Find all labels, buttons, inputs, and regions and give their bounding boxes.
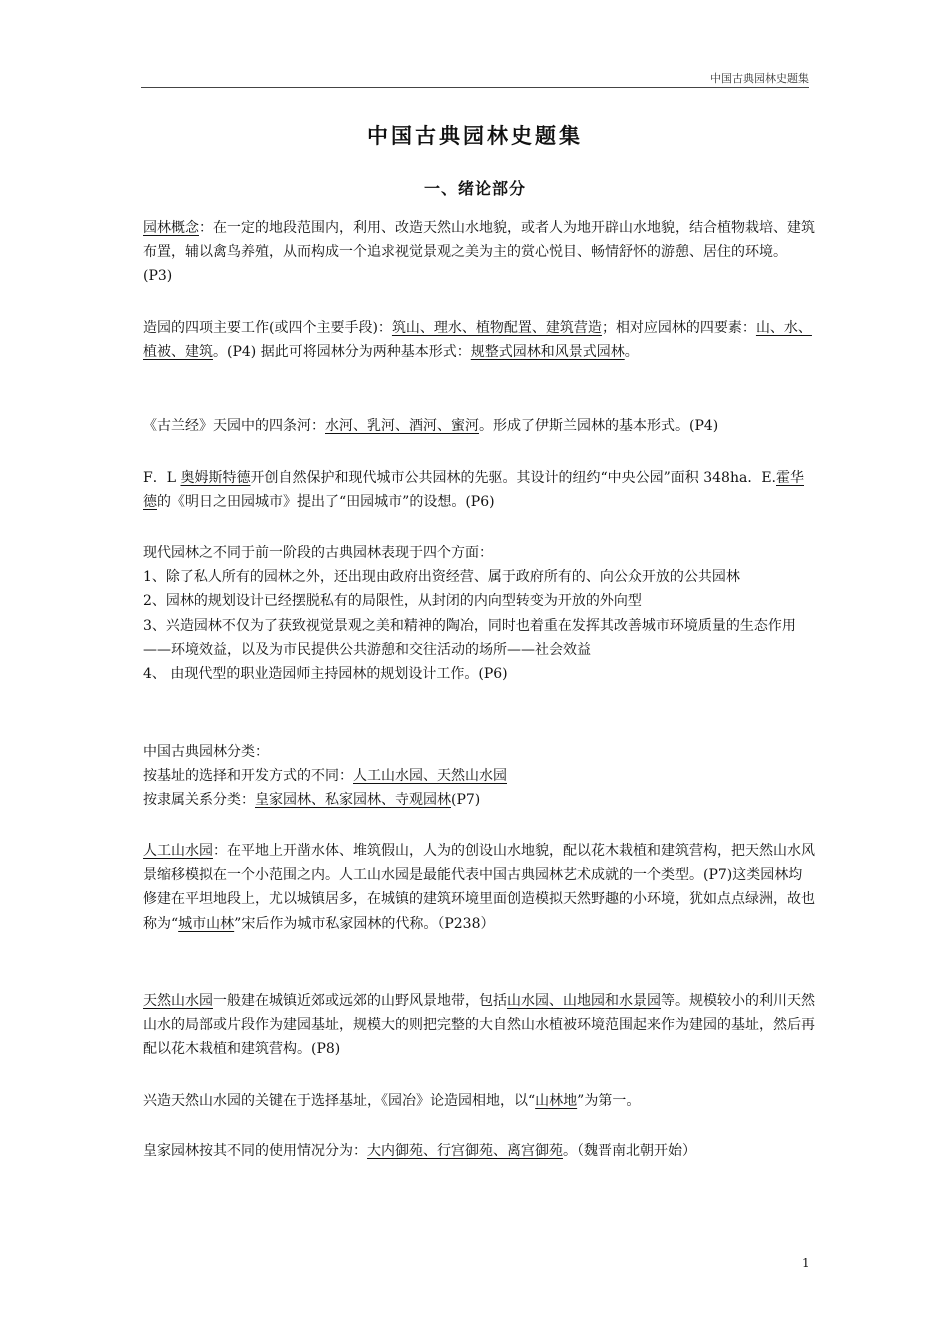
paragraph-site-selection (143, 1089, 815, 1113)
page-number: 1 (802, 1256, 810, 1270)
section-title: 一、绪论部分 (423, 179, 526, 198)
paragraph-text: 按隶属关系分类： (143, 792, 255, 809)
paragraph-intro: 中国古典园林分类： (143, 744, 269, 760)
paragraph-text: 兴造天然山水园的关键在于选择基址，《园冶》论造园相地，以“ (143, 1093, 536, 1109)
document-title: 中国古典园林史题集 (367, 123, 583, 148)
paragraph-text: ；相对应园林的四要素： (601, 320, 756, 336)
underlined-term: 水河、乳河、酒河、蜜河 (325, 418, 479, 434)
paragraph-text: 等。规模较小的利川天然山水的局部或片段作为建园基址，规模大的则把完整的大自然山水植被环境范围起来作为建园的基址，然后再配以花木栽植和建筑营构。(P8) (143, 993, 815, 1058)
paragraph-text: 。（魏晋南北朝开始） (563, 1143, 696, 1159)
underlined-term: 城市山林 (178, 915, 235, 932)
paragraph-royal-gardens (143, 1139, 815, 1163)
underlined-term: 人工山水园、天然山水园 (353, 768, 507, 785)
paragraph-text: 一般建在城镇近郊或远郊的山野风景地带，包括 (213, 993, 507, 1009)
underlined-term: 筑山、理水、植物配置、建筑营造 (391, 320, 602, 336)
paragraph-text: ”为第一。 (577, 1093, 641, 1109)
paragraph-text: 皇家园林按其不同的使用情况分为： (143, 1143, 367, 1159)
paragraph-quran-rivers (143, 414, 815, 438)
paragraph-text: 按基址的选择和开发方式的不同： (143, 768, 353, 785)
page-header (141, 70, 809, 86)
paragraph-natural-landscape (143, 989, 815, 1062)
classification-line (143, 788, 815, 812)
underlined-term: 皇家园林、私家园林、寺观园林 (255, 792, 451, 809)
list-item: 1、除了私人所有的园林之外，还出现由政府出资经营、属于政府所有的、向公众开放的公共园林 (143, 569, 740, 586)
list-item: 2、园林的规划设计已经摆脱私有的局限性，从封闭的内向型转变为开放的外向型 (143, 593, 642, 610)
underlined-term: 奥姆斯特德 (180, 470, 251, 486)
paragraph-text: 造园的四项主要工作(或四个主要手段)： (143, 320, 392, 336)
header-rule (141, 87, 809, 88)
list-item: 3、兴造园林不仅为了获致视觉景观之美和精神的陶冶，同时也着重在发挥其改善城市环境质量的生态作用——环境效益，以及为市民提供公共游憩和交往活动的场所——社会效益 (143, 617, 796, 658)
paragraph-text: 。(P4) 据此可将园林分为两种基本形式： (213, 344, 471, 361)
underlined-term: 大内御苑、行宫御苑、离宫御苑 (367, 1143, 563, 1159)
paragraph-modern-gardens (143, 541, 815, 686)
paragraph-text: 开创自然保护和现代城市公共园林的先驱。其设计的纽约“中央公园”面积 348ha．E. (250, 470, 776, 486)
term-natural-landscape: 天然山水园 (143, 993, 213, 1009)
paragraph-text: ：在平地上开凿水体、堆筑假山，人为的创设山水地貌，配以花木栽植和建筑营构，把天然山水风景缩移模拟在一个小范围之内。人工山水园是最能代表中国古典园林艺术成就的一个类型。(P7)这类园林均修建在平坦地段上，尤以城镇居多，在城镇的建筑环境里面创造模拟天然野趣的小环境，犹如点点绿洲，故也称为“ (143, 843, 815, 932)
paragraph-text: 。形成了伊斯兰园林的基本形式。(P4) (479, 418, 719, 434)
underlined-term: 霍华德 (143, 470, 804, 511)
underlined-term: 山林地 (535, 1093, 578, 1109)
paragraph-text: ：在一定的地段范围内，利用、改造天然山水地貌，或者人为地开辟山水地貌，结合植物栽培、建筑布置，辅以禽鸟养殖，从而构成一个追求视觉景观之美为主的赏心悦目、畅情舒怀的游憩、居住的环境。(P3) (143, 220, 815, 285)
paragraph-text: (P7) (451, 792, 481, 809)
paragraph-classification (143, 740, 815, 813)
underlined-term: 山水园、山地园和水景园 (507, 993, 661, 1009)
paragraph-intro: 现代园林之不同于前一阶段的古典园林表现于四个方面： (143, 545, 493, 561)
term-garden-concept: 园林概念 (143, 220, 199, 236)
term-artificial-landscape: 人工山水园 (143, 843, 213, 859)
underlined-term: 规整式园林和风景式园林 (470, 344, 625, 361)
classification-line (143, 764, 815, 788)
list-item: 4、 由现代型的职业造园师主持园林的规划设计工作。(P6) (143, 666, 508, 683)
paragraph-garden-concept (143, 216, 815, 289)
paragraph-artificial-landscape (143, 839, 815, 936)
underlined-term: 山、水、植被、建筑 (143, 320, 812, 361)
paragraph-text: F．L (143, 470, 181, 486)
header-title: 中国古典园林史题集 (710, 72, 809, 85)
paragraph-text: ”宋后作为城市私家园林的代称。（P238） (234, 915, 495, 932)
paragraph-olmsted (143, 466, 815, 514)
paragraph-text: 《古兰经》天园中的四条河： (143, 418, 325, 434)
paragraph-text: 。 (624, 344, 639, 361)
paragraph-four-works (143, 316, 815, 364)
paragraph-text: 的《明日之田园城市》提出了“田园城市”的设想。(P6) (157, 494, 495, 511)
